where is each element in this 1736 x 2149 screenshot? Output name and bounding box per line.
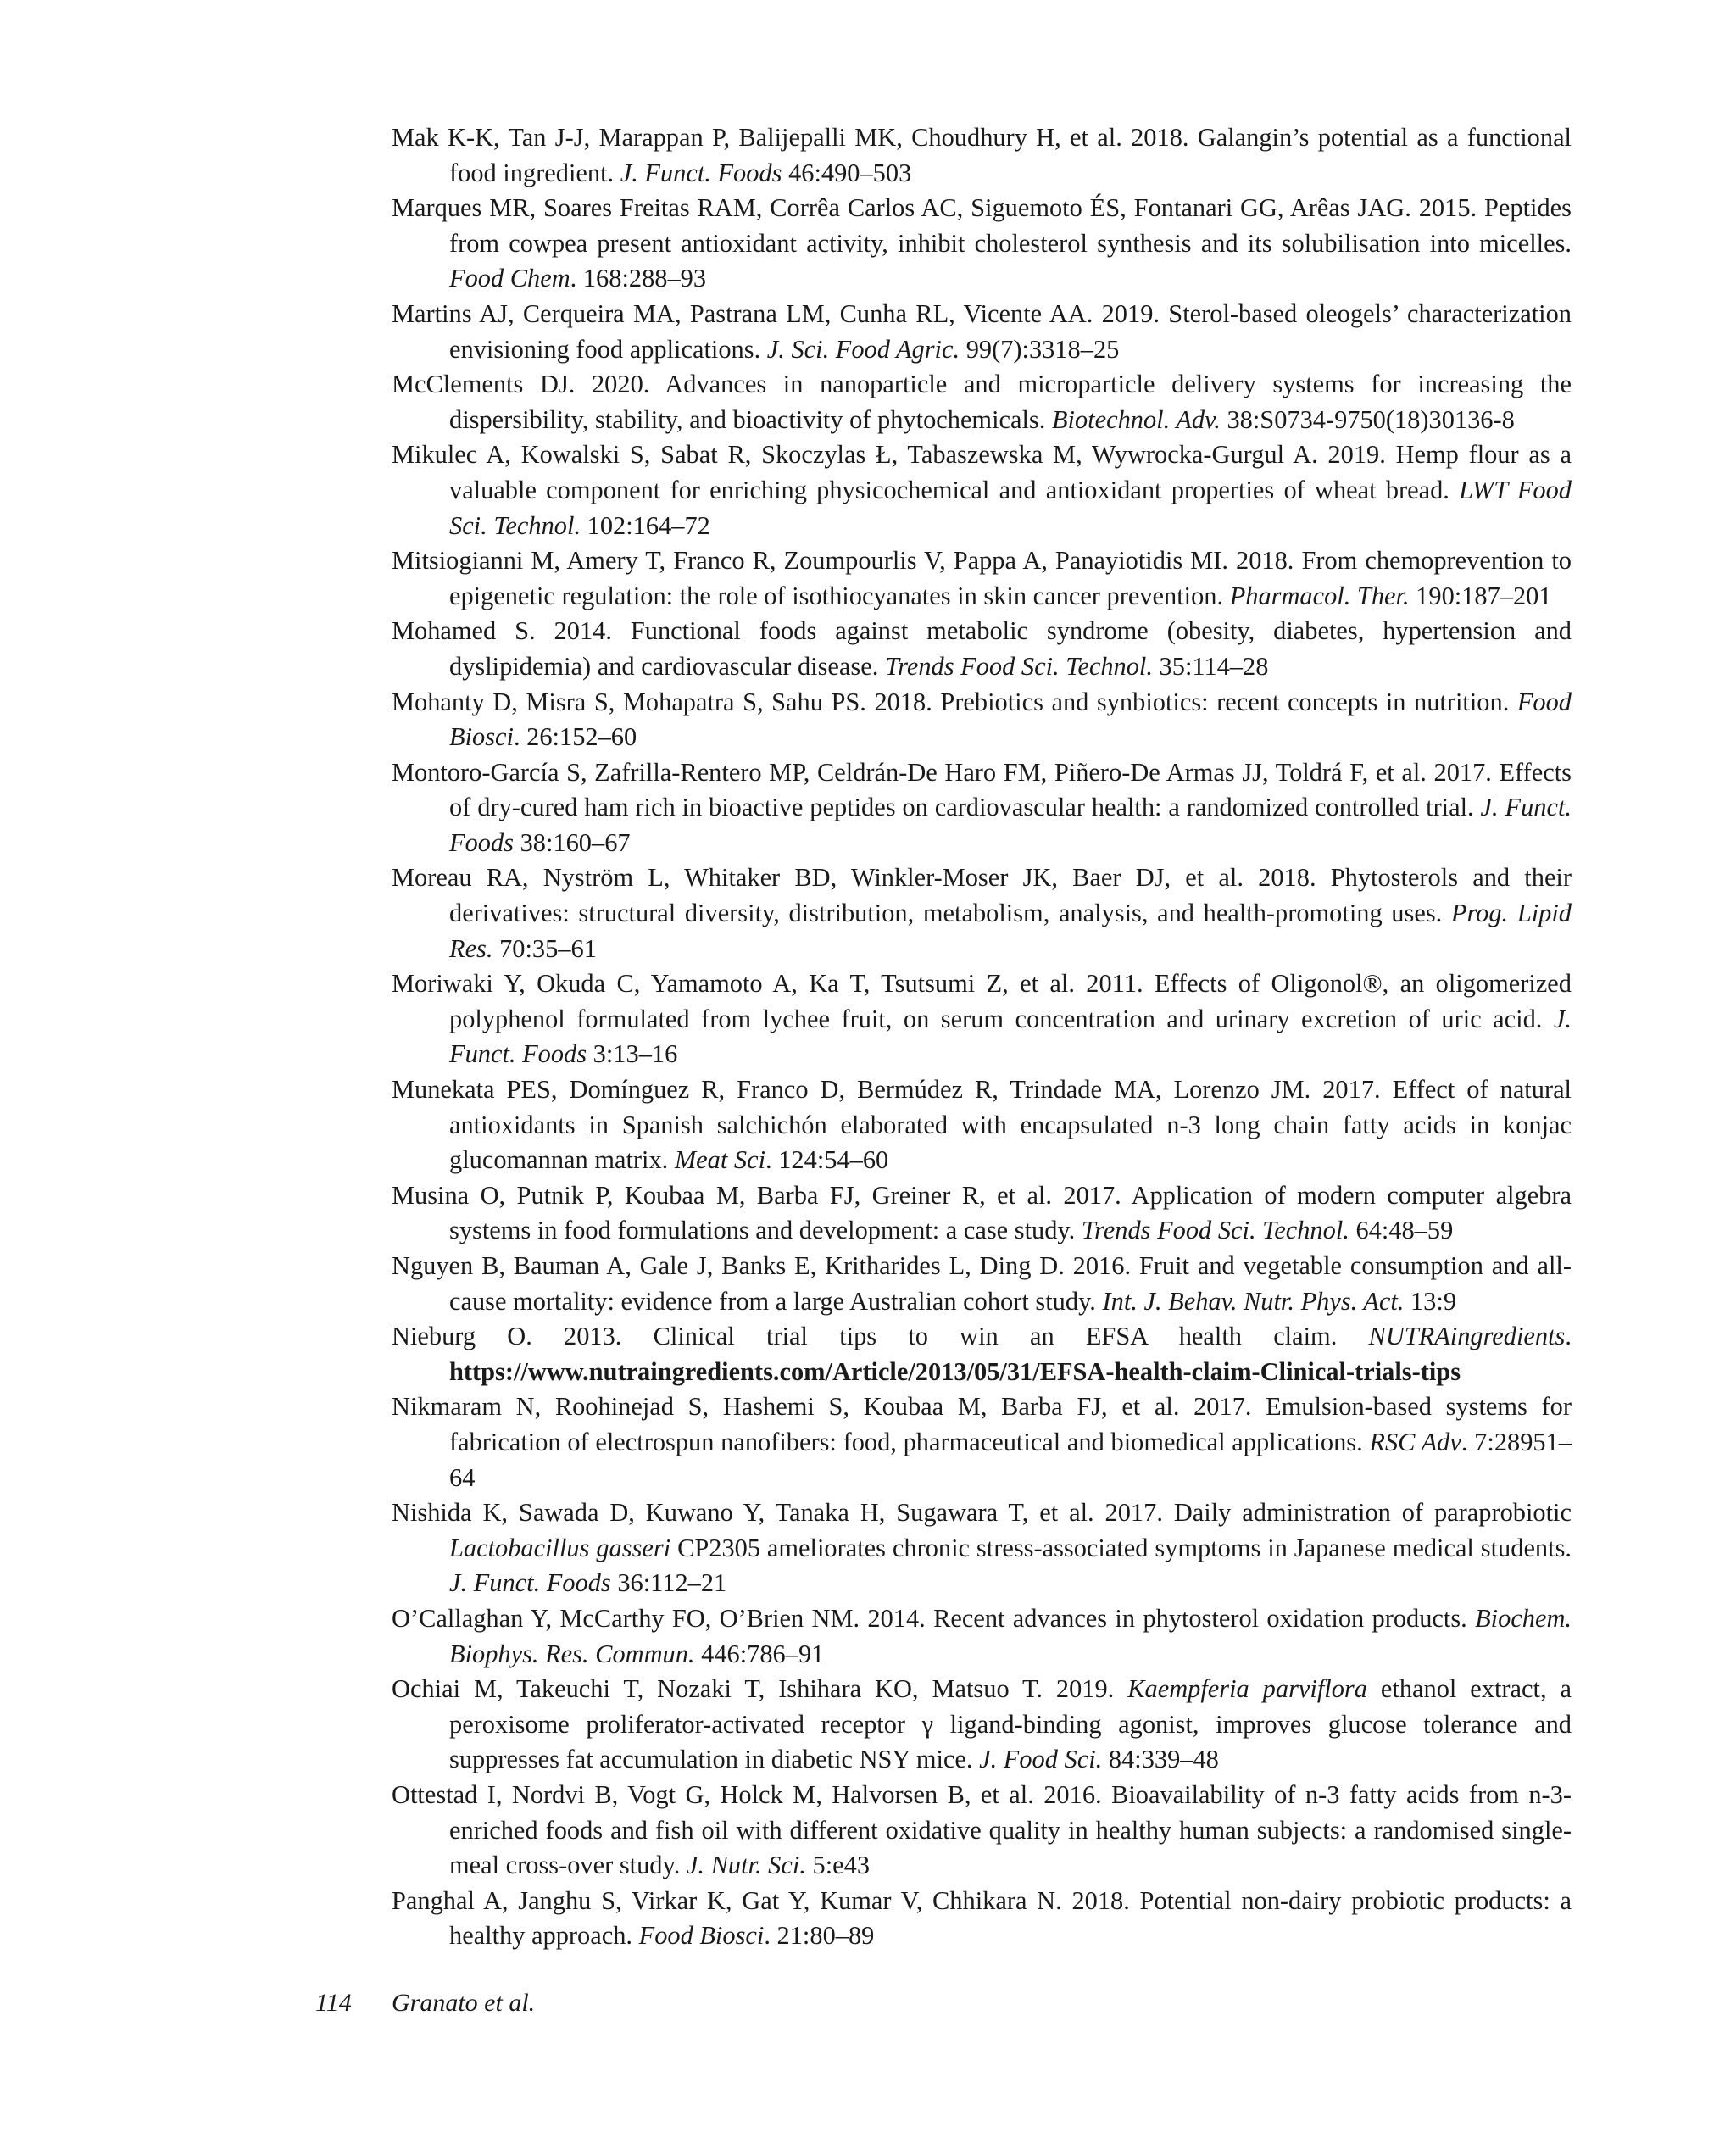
journal-title: J. Funct. Foods [449, 793, 1572, 857]
reference-entry: Panghal A, Janghu S, Virkar K, Gat Y, Kumar V, Chhikara N. 2018. Potential non-dairy probiotic products: a healthy approach. Food Biosci. 21:80–89 [392, 1885, 1572, 1951]
reference-entry: Ochiai M, Takeuchi T, Nozaki T, Ishihara KO, Matsuo T. 2019. Kaempferia parviflora ethanol extract, a peroxisome proliferator-activated receptor γ ligand-binding agonist, improves glucose tolerance and suppresses fat accumulation in diabetic NSY mice. J. Food Sci. 84:339–48 [392, 1674, 1572, 1774]
page-footer [315, 1989, 535, 2018]
reference-entry: Marques MR, Soares Freitas RAM, Corrêa Carlos AC, Siguemoto ÉS, Fontanari GG, Arêas JAG. 2015. Peptides from cowpea present antioxidant activity, inhibit cholesterol synthesis and its solubilisation into micelles. Food Chem. 168:288–93 [392, 193, 1572, 293]
journal-title: Biochem. Biophys. Res. Commun. [449, 1603, 1572, 1668]
journal-title: J. Funct. Foods [620, 158, 782, 187]
reference-entry: O’Callaghan Y, McCarthy FO, O’Brien NM. 2014. Recent advances in phytosterol oxidation products. Biochem. Biophys. Res. Commun. 446:786–91 [392, 1603, 1572, 1668]
journal-title: Prog. Lipid Res. [449, 899, 1572, 963]
reference-entry: Nikmaram N, Roohinejad S, Hashemi S, Koubaa M, Barba FJ, et al. 2017. Emulsion-based systems for fabrication of electrospun nanofibers: food, pharmaceutical and biomedical applications. RSC Adv. 7:28951–64 [392, 1392, 1572, 1492]
journal-title: Int. J. Behav. Nutr. Phys. Act. [1102, 1286, 1405, 1316]
reference-entry: Nieburg O. 2013. Clinical trial tips to win an EFSA health claim. NUTRAingredients. https://www.nutraingredients.com/Article/2013/05/31/EFSA-health-claim-Clinical-trials-tips [392, 1322, 1572, 1386]
running-title: Granato et al. [392, 1989, 536, 2017]
journal-title: J. Nutr. Sci. [686, 1851, 806, 1880]
journal-title: Food Biosci [638, 1921, 765, 1951]
reference-entry: Munekata PES, Domínguez R, Franco D, Bermúdez R, Trindade MA, Lorenzo JM. 2017. Effect of natural antioxidants in Spanish salchichón elaborated with encapsulated n-3 long chain fatty acids in konjac glucomannan matrix. Meat Sci. 124:54–60 [392, 1075, 1572, 1175]
reference-list [392, 120, 1572, 1954]
species-name: Lactobacillus gasseri [449, 1533, 671, 1562]
reference-entry: Moriwaki Y, Okuda C, Yamamoto A, Ka T, Tsutsumi Z, et al. 2011. Effects of Oligonol®, an oligomerized polyphenol formulated from lychee fruit, on serum concentration and urinary excretion of uric acid. J. Funct. Foods 3:13–16 [392, 969, 1572, 1069]
page-number: 114 [315, 1989, 352, 2017]
reference-entry: Nishida K, Sawada D, Kuwano Y, Tanaka H, Sugawara T, et al. 2017. Daily administration of paraprobiotic Lactobacillus gasseri CP2305 ameliorates chronic stress-associated symptoms in Japanese medical students. J. Funct. Foods 36:112–21 [392, 1498, 1572, 1598]
journal-title: J. Sci. Food Agric. [766, 334, 960, 364]
reference-entry: Montoro-García S, Zafrilla-Rentero MP, Celdrán-De Haro FM, Piñero-De Armas JJ, Toldrá F, et al. 2017. Effects of dry-cured ham rich in bioactive peptides on cardiovascular health: a randomized controlled trial. J. Funct. Foods 38:160–67 [392, 757, 1572, 857]
reference-entry: Musina O, Putnik P, Koubaa M, Barba FJ, Greiner R, et al. 2017. Application of modern computer algebra systems in food formulations and development: a case study. Trends Food Sci. Technol. 64:48–59 [392, 1180, 1572, 1245]
journal-title: NUTRAingredients [1368, 1322, 1566, 1351]
reference-entry: Mikulec A, Kowalski S, Sabat R, Skoczylas Ł, Tabaszewska M, Wywrocka-Gurgul A. 2019. Hemp flour as a valuable component for enriching physicochemical and antioxidant properties of wheat bread. LWT Food Sci. Technol. 102:164–72 [392, 440, 1572, 540]
journal-title: RSC Adv [1369, 1427, 1461, 1456]
journal-title: Trends Food Sci. Technol. [884, 651, 1153, 681]
journal-title: Pharmacol. Ther. [1229, 581, 1410, 610]
journal-title: J. Funct. Foods [449, 1568, 611, 1598]
reference-entry: Martins AJ, Cerqueira MA, Pastrana LM, Cunha RL, Vicente AA. 2019. Sterol-based oleogels’ characterization envisioning food applications. J. Sci. Food Agric. 99(7):3318–25 [392, 298, 1572, 364]
reference-url-link[interactable]: https://www.nutraingredients.com/Article/2013/05/31/EFSA-health-claim-Clinical-trials-tips [449, 1356, 1461, 1386]
journal-title: Biotechnol. Adv. [1051, 404, 1221, 434]
reference-entry: McClements DJ. 2020. Advances in nanoparticle and microparticle delivery systems for increasing the dispersibility, stability, and bioactivity of phytochemicals. Biotechnol. Adv. 38:S0734-9750(18)30136-8 [392, 370, 1572, 434]
journal-title: Trends Food Sci. Technol. [1081, 1216, 1349, 1245]
journal-title: J. Funct. Foods [449, 1004, 1572, 1069]
journal-title: Meat Sci [674, 1145, 766, 1175]
journal-title: Food Biosci [449, 687, 1572, 752]
reference-entry: Mak K-K, Tan J-J, Marappan P, Balijepalli MK, Choudhury H, et al. 2018. Galangin’s potential as a functional food ingredient. J. Funct. Foods 46:490–503 [392, 123, 1572, 187]
journal-title: Food Chem [449, 264, 570, 293]
journal-title: J. Food Sci. [979, 1745, 1103, 1774]
species-name: Kaempferia parviflora [1127, 1674, 1367, 1704]
reference-entry: Mohamed S. 2014. Functional foods against metabolic syndrome (obesity, diabetes, hypertension and dyslipidemia) and cardiovascular disease. Trends Food Sci. Technol. 35:114–28 [392, 616, 1572, 681]
reference-entry: Ottestad I, Nordvi B, Vogt G, Holck M, Halvorsen B, et al. 2016. Bioavailability of n-3 fatty acids from n-3-enriched foods and fish oil with different oxidative quality in healthy human subjects: a randomised single-meal cross-over study. J. Nutr. Sci. 5:e43 [392, 1779, 1572, 1880]
reference-entry: Mohanty D, Misra S, Mohapatra S, Sahu PS. 2018. Prebiotics and synbiotics: recent concepts in nutrition. Food Biosci. 26:152–60 [392, 687, 1572, 752]
journal-title: LWT Food Sci. Technol. [449, 475, 1572, 540]
reference-entry: Moreau RA, Nyström L, Whitaker BD, Winkler-Moser JK, Baer DJ, et al. 2018. Phytosterols and their derivatives: structural diversity, distribution, metabolism, analysis, and health-promoting uses. Prog. Lipid Res. 70:35–61 [392, 863, 1572, 963]
reference-entry: Mitsiogianni M, Amery T, Franco R, Zoumpourlis V, Pappa A, Panayiotidis MI. 2018. From chemoprevention to epigenetic regulation: the role of isothiocyanates in skin cancer prevention. Pharmacol. Ther. 190:187–201 [392, 546, 1572, 610]
reference-entry: Nguyen B, Bauman A, Gale J, Banks E, Kritharides L, Ding D. 2016. Fruit and vegetable consumption and all-cause mortality: evidence from a large Australian cohort study. Int. J. Behav. Nutr. Phys. Act. 13:9 [392, 1251, 1572, 1316]
